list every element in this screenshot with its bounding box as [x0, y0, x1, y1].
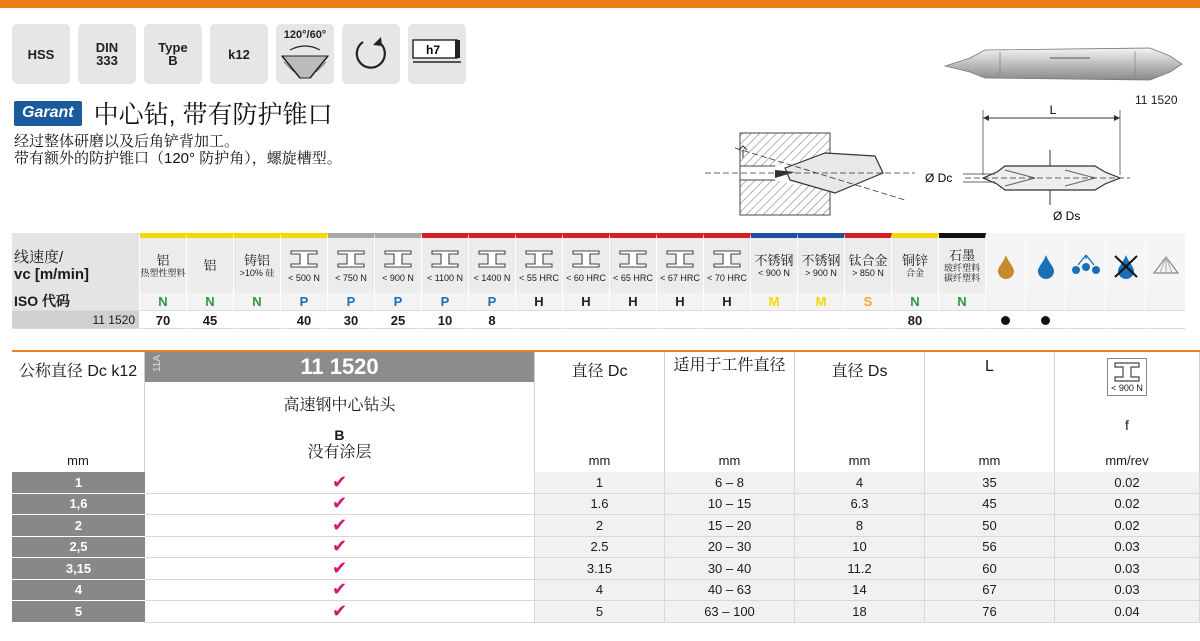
available-check-icon: ✔	[331, 493, 348, 514]
iso-code: P	[422, 293, 469, 310]
material-column-4	[328, 233, 375, 293]
speed-value: 8	[469, 310, 516, 329]
feed-value: 0.02	[1055, 515, 1200, 537]
available-check-icon: ✔	[331, 557, 348, 578]
coolant-iso-cell	[1146, 293, 1186, 310]
speed-value: 25	[375, 310, 422, 329]
coolant-column	[1066, 233, 1106, 293]
material-name: 不锈钢	[754, 252, 794, 268]
material-sub: < 900 N	[382, 272, 414, 283]
ds-value: 14	[795, 580, 925, 602]
steel-ibeam-icon	[289, 249, 319, 269]
feed-value: 0.03	[1055, 537, 1200, 559]
water-drop-icon	[1035, 253, 1057, 279]
ds-value: 10	[795, 537, 925, 559]
nominal-diameter: 1,6	[12, 494, 145, 516]
feed-material-label: < 900 N	[1111, 383, 1143, 393]
length-value: 60	[925, 558, 1055, 580]
dry-no-coolant-icon	[1112, 253, 1140, 279]
speed-value: 80	[892, 310, 939, 329]
header-article	[145, 352, 535, 472]
iso-code: N	[187, 293, 234, 310]
iso-code: H	[610, 293, 657, 310]
table-row	[12, 580, 1200, 602]
feed-label: f	[1125, 416, 1129, 433]
length-value: 67	[925, 580, 1055, 602]
spec-badges	[12, 24, 466, 84]
unit-label: mm	[848, 453, 871, 468]
coolant-suitability	[1066, 310, 1106, 329]
steel-ibeam-icon	[430, 249, 460, 269]
table-row	[12, 537, 1200, 559]
product-name: 高速钢中心钻头	[283, 396, 396, 414]
coolant-suitability	[1146, 310, 1186, 329]
table-header	[12, 352, 1200, 472]
unit-label: mm	[718, 453, 741, 468]
product-coating: 没有涂层	[307, 444, 372, 462]
header-feed	[1055, 352, 1200, 472]
iso-code: N	[939, 293, 986, 310]
dc-value: 1	[535, 472, 665, 494]
svg-text:L: L	[1049, 103, 1057, 117]
dc-value: 2.5	[535, 537, 665, 559]
material-column-12	[704, 233, 751, 293]
coolant-iso-cell	[1066, 293, 1106, 310]
center-drill-illustration	[940, 38, 1185, 88]
nominal-diameter: 1	[12, 472, 145, 494]
speed-label	[12, 233, 140, 293]
suitable-dot	[1041, 316, 1050, 325]
material-name: 钛合金	[848, 252, 888, 268]
brand-logo: Garant	[14, 101, 82, 126]
iso-code: P	[328, 293, 375, 310]
availability-cell	[145, 494, 535, 516]
header-ds-label: 直径 Ds	[831, 363, 888, 380]
dc-value: 5	[535, 601, 665, 623]
header-L-label: L	[985, 358, 994, 375]
table-row	[12, 494, 1200, 516]
description-line: 带有额外的防护锥口（120° 防护角），螺旋槽型。	[14, 150, 342, 167]
feed-material-box	[1107, 358, 1147, 396]
product-title-row	[14, 95, 332, 131]
material-sub: < 67 HRC	[660, 272, 700, 283]
dc-value: 2	[535, 515, 665, 537]
description-line: 经过整体研磨以及后角铲背加工。	[14, 133, 240, 150]
table-row	[12, 558, 1200, 580]
coolant-suitability	[1026, 310, 1066, 329]
header-nominal-label: 公称直径 Dc k12	[18, 363, 138, 380]
page-title: 中心钻, 带有防护锥口	[93, 101, 333, 129]
oil-drop-icon	[995, 253, 1017, 279]
header-L	[925, 352, 1055, 472]
speed-value: 45	[187, 310, 234, 329]
workpiece-range: 6 – 8	[665, 472, 795, 494]
speed-value	[610, 310, 657, 329]
length-value: 76	[925, 601, 1055, 623]
table-row	[12, 472, 1200, 494]
material-sub: < 900 N	[758, 267, 790, 278]
iso-code: M	[751, 293, 798, 310]
coolant-suitability	[1106, 310, 1146, 329]
header-nominal	[12, 352, 145, 472]
iso-label: ISO 代码	[12, 293, 140, 310]
dc-value: 4	[535, 580, 665, 602]
material-sub: < 1100 N	[426, 272, 464, 283]
steel-ibeam-icon	[665, 249, 695, 269]
availability-cell	[145, 472, 535, 494]
speed-value	[939, 310, 986, 329]
dc-value: 1.6	[535, 494, 665, 516]
material-sub: < 1400 N	[473, 272, 511, 283]
workpiece-section-diagram	[705, 128, 925, 223]
availability-cell	[145, 515, 535, 537]
feed-value: 0.03	[1055, 558, 1200, 580]
type-code: 11A	[152, 354, 164, 373]
speed-label-line1: 线速度/	[14, 248, 64, 266]
steel-ibeam-icon	[571, 249, 601, 269]
nominal-diameter: 5	[12, 601, 145, 623]
svg-text:h7: h7	[425, 43, 441, 57]
badge-shank	[408, 24, 466, 84]
available-check-icon: ✔	[331, 536, 348, 557]
material-name: 不锈钢	[801, 252, 841, 268]
nominal-diameter: 3,15	[12, 558, 145, 580]
workpiece-range: 40 – 63	[665, 580, 795, 602]
steel-ibeam-icon	[477, 249, 507, 269]
coolant-column	[1146, 233, 1186, 293]
material-column-1	[187, 233, 234, 293]
steel-ibeam-icon	[336, 249, 366, 269]
material-column-17	[939, 233, 986, 293]
available-check-icon: ✔	[331, 600, 348, 621]
feed-value: 0.02	[1055, 472, 1200, 494]
header-dc	[535, 352, 665, 472]
material-column-10	[610, 233, 657, 293]
material-column-14	[798, 233, 845, 293]
available-check-icon: ✔	[331, 514, 348, 535]
workpiece-range: 20 – 30	[665, 537, 795, 559]
nominal-diameter: 2,5	[12, 537, 145, 559]
article-bar	[145, 352, 534, 382]
coolant-suitability	[986, 310, 1026, 329]
feed-value: 0.03	[1055, 580, 1200, 602]
unit-label: mm/rev	[1105, 453, 1149, 468]
iso-code: P	[469, 293, 516, 310]
iso-code: H	[516, 293, 563, 310]
material-column-6	[422, 233, 469, 293]
material-sub: > 900 N	[805, 267, 837, 278]
material-name: 铜锌	[901, 252, 928, 268]
header-workpiece-label: 适用于工件直径	[673, 357, 786, 374]
ds-value: 18	[795, 601, 925, 623]
suitable-dot	[1001, 316, 1010, 325]
speed-value	[798, 310, 845, 329]
steel-ibeam-icon	[618, 249, 648, 269]
steel-ibeam-icon	[1114, 361, 1140, 383]
ds-value: 11.2	[795, 558, 925, 580]
material-column-7	[469, 233, 516, 293]
cutting-speed-table	[12, 233, 1200, 329]
table-row	[12, 515, 1200, 537]
speed-label-line2: vc [m/min]	[14, 265, 90, 283]
iso-code: N	[140, 293, 187, 310]
material-name: 石墨	[948, 247, 975, 263]
material-column-5	[375, 233, 422, 293]
header-workpiece	[665, 352, 795, 472]
table-row	[12, 601, 1200, 623]
iso-code: N	[892, 293, 939, 310]
material-sub: < 500 N	[288, 272, 320, 283]
material-sub: 热塑性塑料	[140, 267, 186, 278]
article-description	[145, 382, 534, 472]
iso-code: H	[563, 293, 610, 310]
workpiece-range: 63 – 100	[665, 601, 795, 623]
dimension-diagram	[925, 100, 1135, 225]
badge-tolerance: k12	[210, 24, 268, 84]
iso-code: S	[845, 293, 892, 310]
iso-code: P	[375, 293, 422, 310]
air-icon	[1150, 253, 1182, 279]
coolant-iso-cell	[1026, 293, 1066, 310]
material-column-15	[845, 233, 892, 293]
svg-text:Ø Ds: Ø Ds	[1053, 209, 1081, 223]
feed-value: 0.04	[1055, 601, 1200, 623]
speed-value: 40	[281, 310, 328, 329]
badge-type: Type B	[144, 24, 202, 84]
unit-label: mm	[588, 453, 611, 468]
material-column-9	[563, 233, 610, 293]
material-sub: >10% 硅	[239, 267, 275, 278]
coolant-iso-cell	[986, 293, 1026, 310]
badge-din: DIN 333	[78, 24, 136, 84]
spray-icon	[1070, 253, 1102, 279]
length-value: 35	[925, 472, 1055, 494]
speed-value	[657, 310, 704, 329]
speed-value: 10	[422, 310, 469, 329]
unit-label: mm	[67, 453, 89, 468]
product-table	[12, 352, 1200, 623]
iso-code: N	[234, 293, 281, 310]
material-sub: 玻纤塑料 碳纤塑料	[943, 262, 980, 283]
article-number-top: 11 1520	[1135, 93, 1178, 107]
dc-value: 3.15	[535, 558, 665, 580]
length-value: 50	[925, 515, 1055, 537]
length-value: 45	[925, 494, 1055, 516]
material-column-16	[892, 233, 939, 293]
material-name: 铸铝	[243, 252, 270, 268]
material-sub: < 65 HRC	[613, 272, 653, 283]
header-ds	[795, 352, 925, 472]
material-sub: < 70 HRC	[707, 272, 747, 283]
ds-value: 4	[795, 472, 925, 494]
article-number: 11 1520	[300, 354, 379, 379]
speed-value	[563, 310, 610, 329]
nominal-diameter: 2	[12, 515, 145, 537]
coolant-column	[986, 233, 1026, 293]
description	[14, 133, 342, 167]
ds-value: 6.3	[795, 494, 925, 516]
material-column-0	[140, 233, 187, 293]
speed-value: 70	[140, 310, 187, 329]
coolant-column	[1106, 233, 1146, 293]
material-sub: 合金	[905, 267, 924, 278]
workpiece-range: 10 – 15	[665, 494, 795, 516]
top-accent-bar	[0, 0, 1200, 8]
badge-rotation	[342, 24, 400, 84]
material-name: 铝	[156, 252, 170, 268]
speed-value	[751, 310, 798, 329]
material-sub: < 60 HRC	[566, 272, 606, 283]
material-column-11	[657, 233, 704, 293]
available-check-icon: ✔	[331, 471, 348, 492]
speed-value: 30	[328, 310, 375, 329]
feed-value: 0.02	[1055, 494, 1200, 516]
iso-code: H	[657, 293, 704, 310]
header-dc-label: 直径 Dc	[571, 363, 628, 380]
availability-cell	[145, 537, 535, 559]
material-name: 铝	[203, 257, 217, 273]
availability-cell	[145, 601, 535, 623]
speed-value	[704, 310, 751, 329]
clockwise-rotation-icon	[351, 34, 391, 74]
ds-value: 8	[795, 515, 925, 537]
material-column-2	[234, 233, 281, 293]
length-value: 56	[925, 537, 1055, 559]
workpiece-range: 30 – 40	[665, 558, 795, 580]
material-sub: > 850 N	[852, 267, 884, 278]
iso-code: P	[281, 293, 328, 310]
workpiece-range: 15 – 20	[665, 515, 795, 537]
material-column-3	[281, 233, 328, 293]
availability-cell	[145, 558, 535, 580]
steel-ibeam-icon	[383, 249, 413, 269]
available-check-icon: ✔	[331, 579, 348, 600]
iso-code: M	[798, 293, 845, 310]
speed-value	[234, 310, 281, 329]
material-sub: < 55 HRC	[519, 272, 559, 283]
countersink-angle-icon	[280, 42, 330, 80]
coolant-column	[1026, 233, 1066, 293]
coolant-iso-cell	[1106, 293, 1146, 310]
nominal-diameter: 4	[12, 580, 145, 602]
article-label: 11 1520	[12, 310, 140, 329]
steel-ibeam-icon	[712, 249, 742, 269]
table-body	[12, 472, 1200, 623]
badge-angle: 120°/60°	[276, 24, 334, 84]
speed-value	[516, 310, 563, 329]
svg-text:Ø Dc: Ø Dc	[925, 171, 953, 185]
iso-code: H	[704, 293, 751, 310]
steel-ibeam-icon	[524, 249, 554, 269]
shank-tolerance-icon	[411, 34, 463, 74]
speed-value	[845, 310, 892, 329]
badge-hss: HSS	[12, 24, 70, 84]
availability-cell	[145, 580, 535, 602]
material-column-8	[516, 233, 563, 293]
material-column-13	[751, 233, 798, 293]
product-form: B	[334, 427, 345, 444]
unit-label: mm	[978, 453, 1001, 468]
material-sub: < 750 N	[335, 272, 367, 283]
